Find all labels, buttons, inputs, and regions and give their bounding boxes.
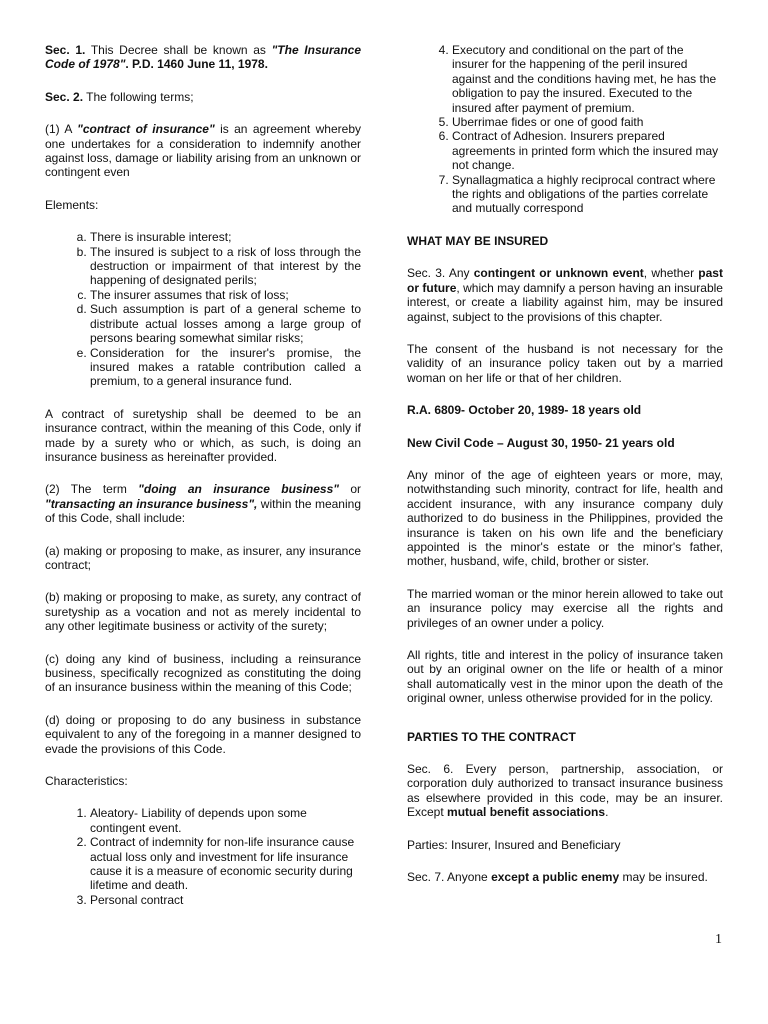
ncc-text: New Civil Code – August 30, 1950- 21 years old bbox=[407, 435, 675, 450]
def2-mid: or bbox=[338, 482, 361, 497]
sec7-pre: Sec. 7. Anyone bbox=[407, 870, 492, 885]
def1-text: is an agreement whereby one undertakes for a consideration to indemnify another against loss, damage or liability arising from an unknown or contingent even bbox=[45, 122, 361, 180]
list-item: 1. Aleatory- Liability of depends upon some contingent event. bbox=[90, 806, 361, 835]
sec1-label: Sec. 1. bbox=[45, 43, 86, 57]
sec3-text: , which may damnify a person having an insurable interest, or create a liability against him, may be insured against, subject to the provisions of this chapter. bbox=[407, 280, 723, 324]
left-column bbox=[45, 43, 361, 907]
sec6-tail: . bbox=[605, 805, 609, 820]
list-item: 4. Executory and conditional on the part of the insurer for the happening of the peril insured against and the conditions having met, he has the obligation to pay the insured. Executed to the insured after payment of premium. bbox=[452, 43, 723, 115]
sec1-title: "The Insurance Code of 1978" bbox=[45, 43, 361, 72]
sec3-bold-2: past or future bbox=[407, 266, 723, 295]
list-item: c. The insurer assumes that risk of loss; bbox=[90, 288, 361, 302]
section-3 bbox=[407, 266, 723, 324]
list-item: d. Such assumption is part of a general scheme to distribute actual losses among a large group of persons bearing somewhat similar risks; bbox=[90, 302, 361, 345]
sec1-text: This Decree shall be known as bbox=[85, 43, 272, 57]
section-7 bbox=[407, 870, 723, 884]
sec3-bold-1: contingent or unknown event bbox=[473, 266, 644, 281]
item-d: (d) doing or proposing to do any business in substance equivalent to any of the foregoing in a manner designed to evade the provisions of this Code. bbox=[45, 712, 361, 756]
right-column bbox=[407, 43, 723, 902]
rights-paragraph: All rights, title and interest in the policy of insurance taken out by an original owner on the life or health of a minor shall automatically vest in the minor upon the death of the original owner, unless otherwise provided for in the policy. bbox=[407, 648, 723, 706]
item-b: (b) making or proposing to make, as surety, any contract of suretyship as a vocation and not as merely incidental to any other legitimate business or activity of the surety; bbox=[45, 590, 361, 634]
married-woman-paragraph: The married woman or the minor herein allowed to take out an insurance policy may exercise all the rights and privileges of an owner under a policy. bbox=[407, 586, 723, 630]
sec3-pre: Sec. 3. Any bbox=[407, 266, 474, 281]
characteristics-label: Characteristics: bbox=[45, 774, 128, 789]
def1-pre: (1) A bbox=[45, 122, 78, 137]
sec2-text: The following terms; bbox=[83, 89, 194, 104]
list-item: 7. Synallagmatica a highly reciprocal contract where the rights and obligations of the parties correlate and mutually correspond bbox=[452, 173, 723, 216]
page-number: 1 bbox=[715, 932, 722, 947]
ra-text: R.A. 6809- October 20, 1989- 18 years old bbox=[407, 403, 642, 418]
suretyship-paragraph: A contract of suretyship shall be deemed to be an insurance contract, within the meaning of this Code, only if made by a surety who or which, as such, is doing an insurance business as hereinafter provided. bbox=[45, 406, 361, 464]
def2-term1: "doing an insurance business" bbox=[138, 482, 339, 497]
definition-1 bbox=[45, 122, 361, 180]
list-item: b. The insured is subject to a risk of loss through the destruction or impairment of that interest by the happening of designated perils; bbox=[90, 245, 361, 288]
sec6-text: Sec. 6. Every person, partnership, association, or corporation duly authorized to transact insurance business as elsewhere provided in this code, may be an insurer. Except bbox=[407, 762, 723, 820]
new-civil-code-line bbox=[407, 436, 723, 450]
sec3-mid: , whether bbox=[643, 266, 699, 281]
item-a: (a) making or proposing to make, as insurer, any insurance contract; bbox=[45, 543, 361, 572]
consent-paragraph: The consent of the husband is not necessary for the validity of an insurance policy taken out by a married woman on her life or that of her children. bbox=[407, 341, 723, 385]
parties-line: Parties: Insurer, Insured and Beneficiary bbox=[407, 837, 621, 852]
sec1-tail: . P.D. 1460 June 11, 1978. bbox=[125, 57, 268, 72]
characteristics-list-continued bbox=[407, 43, 723, 216]
heading-parties: PARTIES TO THE CONTRACT bbox=[407, 729, 576, 744]
ra-6809-line bbox=[407, 403, 723, 417]
sec7-tail: may be insured. bbox=[619, 870, 708, 885]
section-2 bbox=[45, 90, 361, 104]
def2-pre: (2) The term bbox=[45, 482, 139, 497]
elements-label: Elements: bbox=[45, 197, 99, 212]
heading-what-may-be-insured: WHAT MAY BE INSURED bbox=[407, 233, 549, 248]
definition-2 bbox=[45, 482, 361, 525]
list-item: e. Consideration for the insurer's promise, the insured makes a ratable contribution called a premium, to a general insurance fund. bbox=[90, 346, 361, 389]
sec2-label: Sec. 2. bbox=[45, 89, 84, 104]
list-item: 5. Uberrimae fides or one of good faith bbox=[452, 115, 723, 129]
section-6 bbox=[407, 762, 723, 820]
characteristics-list bbox=[45, 806, 361, 907]
section-1 bbox=[45, 43, 361, 72]
def2-text: within the meaning of this Code, shall include: bbox=[45, 496, 361, 526]
sec7-bold: except a public enemy bbox=[491, 870, 620, 885]
def1-term: "contract of insurance" bbox=[77, 122, 215, 137]
elements-list bbox=[45, 230, 361, 388]
def2-term2: "transacting an insurance business", bbox=[45, 496, 258, 511]
list-item: a. There is insurable interest; bbox=[90, 230, 361, 244]
minor-paragraph: Any minor of the age of eighteen years or more, may, notwithstanding such minority, contract for life, health and accident insurance, with any insurance company duly authorized to do business in the Philippines, provided the insurance is taken on his own life and the beneficiary appointed is the minor's estate or the minor's father, mother, husband, wife, child, brother or sister. bbox=[407, 467, 723, 569]
list-item: 6. Contract of Adhesion. Insurers prepared agreements in printed form which the insured may not change. bbox=[452, 129, 723, 172]
item-c: (c) doing any kind of business, including a reinsurance business, specifically recognized as constituting the doing of an insurance business within the meaning of this Code; bbox=[45, 651, 361, 695]
list-item: 2. Contract of indemnity for non-life insurance cause actual loss only and investment for life insurance cause it is a measure of economic security during lifetime and death. bbox=[90, 835, 361, 893]
list-item: 3. Personal contract bbox=[90, 893, 361, 907]
sec6-bold: mutual benefit associations bbox=[447, 805, 606, 820]
